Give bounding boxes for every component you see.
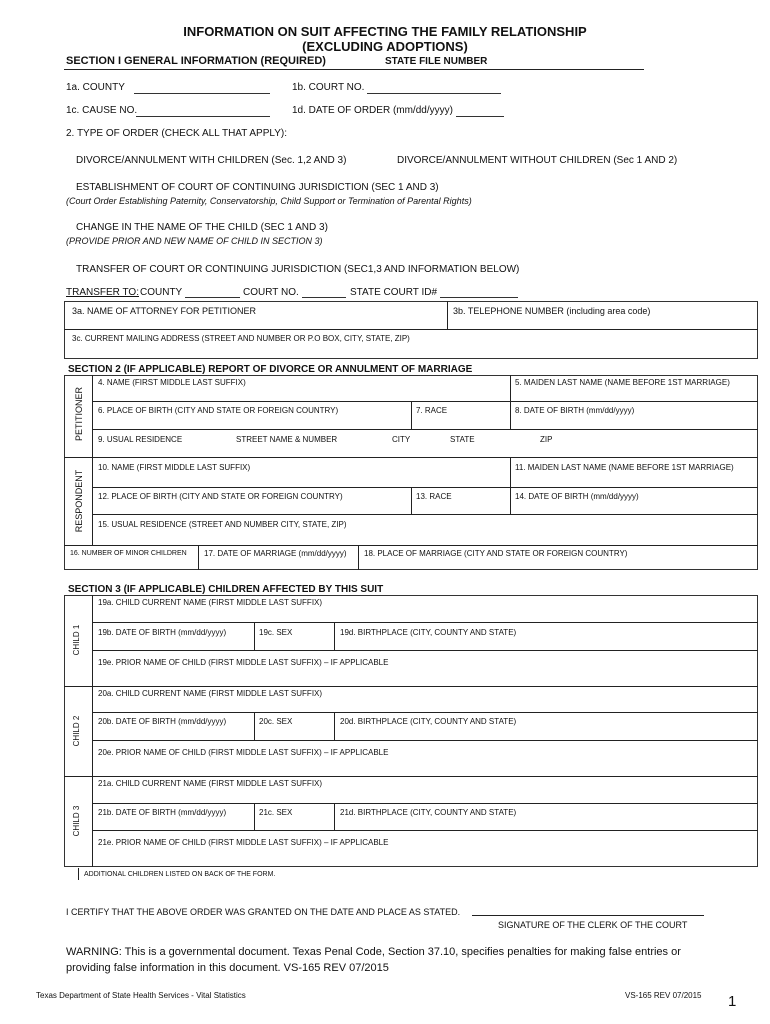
establishment-option[interactable]: ESTABLISHMENT OF COURT OF CONTINUING JURISDICTION (SEC 1 AND 3)	[76, 182, 439, 193]
child2-dob-field[interactable]: 20b. DATE OF BIRTH (mm/dd/yyyy)	[98, 717, 227, 726]
county-label: 1a. COUNTY	[66, 82, 125, 93]
section3-heading: SECTION 3 (IF APPLICABLE) CHILDREN AFFECTED BY THIS SUIT	[68, 584, 384, 595]
date-of-order-field[interactable]	[456, 116, 504, 117]
mailing-address-label[interactable]: 3c. CURRENT MAILING ADDRESS (STREET AND NUMBER OR P.O BOX, CITY, STATE, ZIP)	[72, 334, 410, 343]
child3-dob-field[interactable]: 21b. DATE OF BIRTH (mm/dd/yyyy)	[98, 808, 227, 817]
petitioner-birthplace-field[interactable]: 6. PLACE OF BIRTH (CITY AND STATE OR FOREIGN COUNTRY)	[98, 406, 339, 415]
child3-sex-field[interactable]: 21c. SEX	[259, 808, 293, 817]
establishment-note: (Court Order Establishing Paternity, Conservatorship, Child Support or Termination of Parental Rights)	[66, 196, 472, 206]
child3-prior-name-field[interactable]: 21e. PRIOR NAME OF CHILD (FIRST MIDDLE LAST SUFFIX) – IF APPLICABLE	[98, 838, 389, 847]
warning-line1: WARNING: This is a governmental document. Texas Penal Code, Section 37.10, specifies penalties for making false entries or	[66, 946, 681, 958]
state-file-number-label: STATE FILE NUMBER	[385, 56, 488, 67]
child1-label: CHILD 1	[72, 624, 81, 656]
minor-children-field[interactable]: 16. NUMBER OF MINOR CHILDREN	[70, 550, 187, 557]
change-name-option[interactable]: CHANGE IN THE NAME OF THE CHILD (SEC 1 AND 3)	[76, 222, 328, 233]
respondent-maiden-field[interactable]: 11. MAIDEN LAST NAME (NAME BEFORE 1ST MARRIAGE)	[515, 463, 734, 472]
child3-birthplace-field[interactable]: 21d. BIRTHPLACE (CITY, COUNTY AND STATE)	[340, 808, 517, 817]
signature-label: SIGNATURE OF THE CLERK OF THE COURT	[498, 920, 688, 930]
transfer-county-label: COUNTY	[140, 287, 183, 298]
type-of-order-label: 2. TYPE OF ORDER (CHECK ALL THAT APPLY):	[66, 128, 287, 139]
child2-name-field[interactable]: 20a. CHILD CURRENT NAME (FIRST MIDDLE LAST SUFFIX)	[98, 689, 323, 698]
child1-sex-field[interactable]: 19c. SEX	[259, 628, 293, 637]
attorney-name-label[interactable]: 3a. NAME OF ATTORNEY FOR PETITIONER	[72, 306, 257, 316]
section1-heading: SECTION I GENERAL INFORMATION (REQUIRED)	[66, 55, 326, 67]
child1-dob-field[interactable]: 19b. DATE OF BIRTH (mm/dd/yyyy)	[98, 628, 227, 637]
change-name-note: (PROVIDE PRIOR AND NEW NAME OF CHILD IN SECTION 3)	[66, 236, 323, 246]
marriage-place-field[interactable]: 18. PLACE OF MARRIAGE (CITY AND STATE OR FOREIGN COUNTRY)	[364, 549, 628, 558]
divorce-with-children-option[interactable]: DIVORCE/ANNULMENT WITH CHILDREN (Sec. 1,2 AND 3)	[76, 155, 347, 166]
divorce-without-children-option[interactable]: DIVORCE/ANNULMENT WITHOUT CHILDREN (Sec 1 AND 2)	[397, 155, 678, 166]
footer-form-number: VS-165 REV 07/2015	[625, 991, 702, 1000]
respondent-dob-field[interactable]: 14. DATE OF BIRTH (mm/dd/yyyy)	[515, 492, 639, 501]
child1-prior-name-field[interactable]: 19e. PRIOR NAME OF CHILD (FIRST MIDDLE LAST SUFFIX) – IF APPLICABLE	[98, 658, 389, 667]
cause-no-field[interactable]	[136, 116, 270, 117]
cause-no-label: 1c. CAUSE NO.	[66, 105, 138, 116]
petitioner-residence-field[interactable]: 9. USUAL RESIDENCE	[98, 435, 183, 444]
transfer-option[interactable]: TRANSFER OF COURT OR CONTINUING JURISDICTION (SEC1,3 AND INFORMATION BELOW)	[76, 264, 520, 275]
transfer-state-court-field[interactable]	[440, 297, 518, 298]
respondent-label: RESPONDENT	[74, 469, 84, 533]
child2-birthplace-field[interactable]: 20d. BIRTHPLACE (CITY, COUNTY AND STATE)	[340, 717, 517, 726]
transfer-county-field[interactable]	[185, 297, 240, 298]
court-no-field[interactable]	[367, 93, 501, 94]
transfer-court-field[interactable]	[302, 297, 346, 298]
petitioner-dob-field[interactable]: 8. DATE OF BIRTH (mm/dd/yyyy)	[515, 406, 635, 415]
page-number: 1	[728, 993, 737, 1010]
child3-name-field[interactable]: 21a. CHILD CURRENT NAME (FIRST MIDDLE LAST SUFFIX)	[98, 779, 323, 788]
section2-heading: SECTION 2 (IF APPLICABLE) REPORT OF DIVORCE OR ANNULMENT OF MARRIAGE	[68, 364, 473, 375]
petitioner-label: PETITIONER	[74, 387, 84, 442]
child2-sex-field[interactable]: 20c. SEX	[259, 717, 293, 726]
petitioner-name-field[interactable]: 4. NAME (FIRST MIDDLE LAST SUFFIX)	[98, 378, 246, 387]
county-field[interactable]	[134, 93, 270, 94]
signature-line[interactable]	[472, 915, 704, 916]
respondent-residence-field[interactable]: 15. USUAL RESIDENCE (STREET AND NUMBER CITY, STATE, ZIP)	[98, 520, 347, 529]
residence-state-label: STATE	[450, 435, 475, 444]
respondent-race-field[interactable]: 13. RACE	[416, 492, 452, 501]
transfer-state-court-label: STATE COURT ID#	[350, 287, 438, 298]
child2-label: CHILD 2	[72, 715, 81, 747]
additional-children-note[interactable]: ADDITIONAL CHILDREN LISTED ON BACK OF THE FORM.	[84, 871, 276, 878]
court-no-label: 1b. COURT NO.	[292, 82, 365, 93]
respondent-name-field[interactable]: 10. NAME (FIRST MIDDLE LAST SUFFIX)	[98, 463, 251, 472]
child1-birthplace-field[interactable]: 19d. BIRTHPLACE (CITY, COUNTY AND STATE)	[340, 628, 517, 637]
residence-zip-label: ZIP	[540, 435, 553, 444]
residence-street-label: STREET NAME & NUMBER	[236, 435, 338, 444]
form-subtitle: (EXCLUDING ADOPTIONS)	[302, 39, 468, 54]
transfer-to-label: TRANSFER TO:	[66, 287, 139, 298]
child2-prior-name-field[interactable]: 20e. PRIOR NAME OF CHILD (FIRST MIDDLE LAST SUFFIX) – IF APPLICABLE	[98, 748, 389, 757]
respondent-birthplace-field[interactable]: 12. PLACE OF BIRTH (CITY AND STATE OR FOREIGN COUNTRY)	[98, 492, 343, 501]
child3-label: CHILD 3	[72, 805, 81, 837]
form-title: INFORMATION ON SUIT AFFECTING THE FAMILY RELATIONSHIP	[183, 24, 587, 39]
certify-statement: I CERTIFY THAT THE ABOVE ORDER WAS GRANTED ON THE DATE AND PLACE AS STATED.	[66, 907, 461, 917]
transfer-court-label: COURT NO.	[243, 287, 299, 298]
child1-name-field[interactable]: 19a. CHILD CURRENT NAME (FIRST MIDDLE LAST SUFFIX)	[98, 598, 323, 607]
petitioner-maiden-field[interactable]: 5. MAIDEN LAST NAME (NAME BEFORE 1ST MARRIAGE)	[515, 378, 730, 387]
warning-line2: providing false information in this document. VS-165 REV 07/2015	[66, 962, 389, 974]
telephone-label[interactable]: 3b. TELEPHONE NUMBER (including area code)	[453, 306, 651, 316]
marriage-date-field[interactable]: 17. DATE OF MARRIAGE (mm/dd/yyyy)	[204, 549, 347, 558]
petitioner-race-field[interactable]: 7. RACE	[416, 406, 448, 415]
footer-agency: Texas Department of State Health Services - Vital Statistics	[36, 991, 246, 1000]
residence-city-label: CITY	[392, 435, 411, 444]
date-of-order-label: 1d. DATE OF ORDER (mm/dd/yyyy)	[292, 105, 453, 116]
